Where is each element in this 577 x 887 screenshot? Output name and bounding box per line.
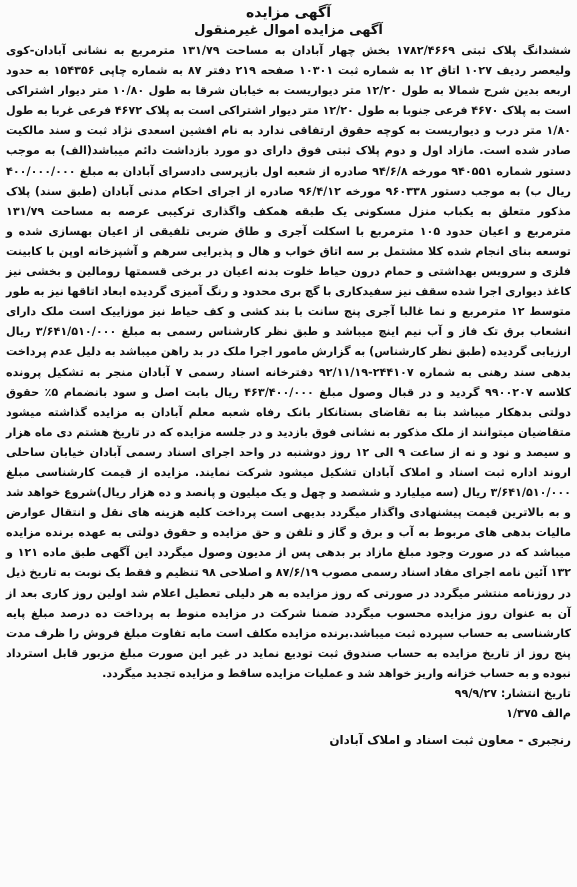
notice-title: آگهی مزایده (245, 5, 331, 21)
notice-body: ششدانگ پلاک ثبتی ۱۷۸۲/۴۶۶۹ بخش چهار آبادان به مساحت ۱۳۱/۷۹ مترمربع به نشانی آبادان-کوی ولیعصر ردیف ۱۰۲۷ اتاق ۱۲ به شماره ثبت ۱۰۳۰۱ صفحه ۲۱۹ دفتر ۸۷ به شماره چاپی ۱۵۴۳۵۶ به حدود اربعه بدین شرح شمالا به طول ۱۲/۲۰ متر دیواریست به خیابان شرقا به طول ۱۰/۸۰ متر دیوار اشتراکی است به پلاک ۴۶۷۰ فرعی جنوبا به طول ۱۲/۲۰ متر دیوار اشتراکی است به پلاک ۴۶۷۲ فرعی غربا به طول ۱/۸۰ متر درب و دیواریست به کوچه حقوق ارتفاقی ندارد به نام افشین اسعدی نژاد ثبت و سند مالکیت صادر شده است. مازاد اول و دوم پلاک ثبتی فوق دارای دو مورد بازداشت دائم میباشد(الف) به موجب دستور شماره ۹۴۰۵۵۱ مورخه ۹۴/۶/۸ صادره از شعبه اول بازپرسی دادسرای آبادان به مبلغ ۴۰۰/۰۰۰/۰۰۰ ریال ب) به موجب دستور ۹۶۰۳۳۸ مورخه ۹۶/۴/۱۲ صادره از اجرای احکام مدنی آبادان (طبق سند) پلاک مذکور متعلق به یکباب منزل مسکونی یک طبقه همکف واگذاری ترکیبی عرصه به مساحت ۱۳۱/۷۹ مترمربع و اعیان حدود ۱۰۵ مترمربع با اسکلت آجری و طاق ضربی تلفیقی از اعیان بهسازی شده و توسعه بنای انجام شده کلا مشتمل بر سه اتاق خواب و هال و پذیرایی سرهم و آشپزخانه اوپن با کابینت فلزی و سرویس بهداشتی و حمام درون حیاط خلوت بدنه اعیان در برخی قسمتها رومالین و بخشی نیز کاغذ دیواری اجرا شده سقف نیز سفیدکاری با گچ بری محدود و رنگ آمیزی گردیده ابعاد اتاقها نیز به طور متوسط ۱۲ مترمربع و نما غالبا آجری پنج سانت با بند کشی و کف حیاط نیز موزاییک است ملک دارای انشعاب برق تک فاز و آب نیم اینچ میباشد و طبق نظر کارشناس رسمی به مبلغ ۳/۶۴۱/۵۱۰/۰۰۰ ریال ارزیابی گردیده (طبق نظر کارشناس) به گزارش مامور اجرا ملک در بد راهن میباشد به دلیل عدم پرداخت بدهی سند رهنی به شماره ۲۴۴۱۰۷-۹۲/۱۱/۱۹ دفترخانه اسناد رسمی ۷ آبادان منجر به تشکیل پرونده کلاسه ۹۹۰۰۲۰۷ گردید و در قبال وصول مبلغ ۴۶۳/۴۰۰/۰۰۰ ریال بابت اصل و سود بانضمام ۵٪ حقوق دولتی بدهکار میباشد بنا به تقاضای بستانکار بانک رفاه شعبه معلم آبادان به مزایده گذاشته میشود متقاضیان میتوانند از ملک مذکور به نشانی فوق بازدید و در جلسه مزایده که در تاریخ هشتم دی ماه هزار و سیصد و نود و نه از ساعت ۹ الی ۱۲ روز دوشنبه در واحد اجرای اسناد رسمی آبادان خیابان ساحلی اروند اداره ثبت اسناد و املاک آبادان تشکیل میشود شرکت نمایند. مزایده از قیمت کارشناسی مبلغ ۳/۶۴۱/۵۱۰/۰۰۰ ریال (سه میلیارد و ششصد و چهل و یک میلیون و پانصد و ده هزار ریال)شروع خواهد شد و به بالاترین قیمت پیشنهادی واگذار میگردد بدیهی است پرداخت کلیه هزینه های نقل و انتقال عوارض مالیات بدهی های مربوط به آب و برق و گاز و تلفن و حق مزایده و حقوق دولتی به عهده برنده مزایده میباشد که در صورت وجود مبلغ مازاد بر بدهی پس از مدیون وصول میگردد این آگهی طبق ماده ۱۲۱ و ۱۳۲ آئین نامه اجرای مفاد اسناد رسمی مصوب ۸۷/۶/۱۹ و اصلاحی ۹۸ تنظیم و فقط یک نوبت به تاریخ ذیل در روزنامه منتشر میگردد در صورتی که روز مزایده به هر دلیلی تعطیل اعلام شد اولین روز کاری بعد از آن به عنوان روز مزایده محسوب میگردد ضمنا شرکت در مزایده منوط به پرداخت ده درصد مبلغ پایه کارشناسی به حساب سپرده ثبت میباشد.برنده مزایده مکلف است مابه تفاوت مبلغ فروش را ظرف مدت پنج روز از تاریخ مزایده به حساب صندوق ثبت تودیع نماید در غیر این صورت مبلغ مزبور قابل استرداد نبوده و به حساب خزانه واریز خواهد شد و عملیات مزایده ساقط و مزایده تجدید میگردد. (6, 44, 572, 680)
ad-id: م‌الف ۱/۳۷۵ (506, 707, 571, 720)
notice-subtitle: آگهی مزایده اموال غیرمنقول (194, 23, 383, 38)
publish-date: تاریخ انتشار: ۹۹/۹/۲۷ (454, 687, 571, 700)
notice-footer (6, 684, 571, 724)
notice-signature: رنجبری - معاون ثبت اسناد و املاک آبادان (329, 733, 571, 747)
